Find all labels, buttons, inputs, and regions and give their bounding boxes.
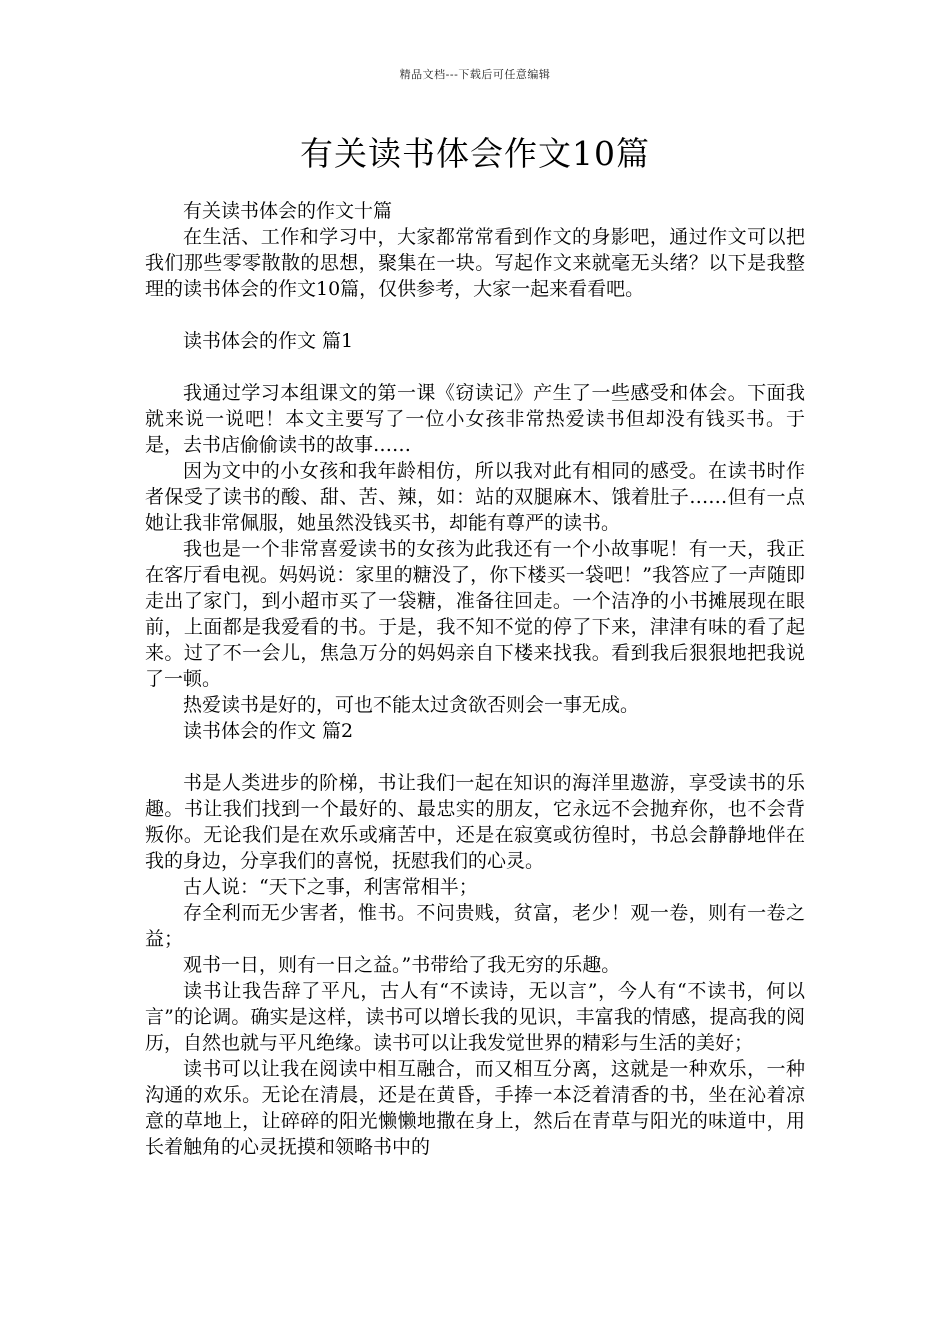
section-1-paragraph-3: 我也是一个非常喜爱读书的女孩为此我还有一个小故事呢！有一天，我正在客厅看电视。妈妈说：家里的糖没了，你下楼买一袋吧！”我答应了一声随即走出了家门，到小超市买了一袋糖，准备往回走。一个洁净的小书摊展现在眼前，上面都是我爱看的书。于是，我不知不觉的停了下来，津津有味的看了起来。过了不一会儿，焦急万分的妈妈亲自下楼来找我。看到我后狠狠地把我说了一顿。 [145,538,805,690]
page-header-note: 精品文档---下载后可任意编辑 [399,68,551,81]
section-heading-1: 读书体会的作文 篇1 [183,330,354,352]
section-2-paragraph-4: 观书一日，则有一日之益。”书带给了我无穷的乐趣。 [183,954,621,976]
intro-subtitle: 有关读书体会的作文十篇 [183,200,393,222]
intro-paragraph: 在生活、工作和学习中，大家都常常看到作文的身影吧，通过作文可以把我们那些零零散散的思想，聚集在一块。写起作文来就毫无头绪？以下是我整理的读书体会的作文10篇，仅供参考，大家一起来看看吧。 [145,226,805,300]
section-2-paragraph-5: 读书让我告辞了平凡，古人有“不读诗，无以言”，今人有“不读书，何以言”的论调。确实是这样，读书可以增长我的见识，丰富我的情感，提高我的阅历，自然也就与平凡绝缘。读书可以让我发觉世界的精彩与生活的美好； [145,980,805,1054]
section-heading-2: 读书体会的作文 篇2 [183,720,354,742]
section-1-paragraph-1: 我通过学习本组课文的第一课《窃读记》产生了一些感受和体会。下面我就来说一说吧！本文主要写了一位小女孩非常热爱读书但却没有钱买书。于是，去书店偷偷读书的故事…… [145,382,805,456]
section-2-paragraph-1: 书是人类进步的阶梯，书让我们一起在知识的海洋里遨游，享受读书的乐趣。书让我们找到一个最好的、最忠实的朋友，它永远不会抛弃你，也不会背叛你。无论我们是在欢乐或痛苦中，还是在寂寞或彷徨时，书总会静静地伴在我的身边，分享我们的喜悦，抚慰我们的心灵。 [145,772,805,872]
section-2-paragraph-6: 读书可以让我在阅读中相互融合，而又相互分离，这就是一种欢乐，一种沟通的欢乐。无论在清晨，还是在黄昏，手捧一本泛着清香的书，坐在沁着凉意的草地上，让碎碎的阳光懒懒地撒在身上，然后在青草与阳光的味道中，用长着触角的心灵抚摸和领略书中的 [145,1058,805,1158]
section-1-paragraph-4: 热爱读书是好的，可也不能太过贪欲否则会一事无成。 [183,694,640,716]
document-title: 有关读书体会作文10篇 [300,134,650,173]
section-2-paragraph-3: 存全利而无少害者，惟书。不问贵贱，贫富，老少！观一卷，则有一卷之益； [145,902,805,950]
section-1-paragraph-2: 因为文中的小女孩和我年龄相仿，所以我对此有相同的感受。在读书时作者保受了读书的酸、甜、苦、辣，如：站的双腿麻木、饿着肚子……但有一点她让我非常佩服，她虽然没钱买书，却能有尊严的读书。 [145,460,805,534]
document-body [145,198,805,1160]
section-2-paragraph-2: 古人说：“天下之事，利害常相半； [183,876,478,898]
